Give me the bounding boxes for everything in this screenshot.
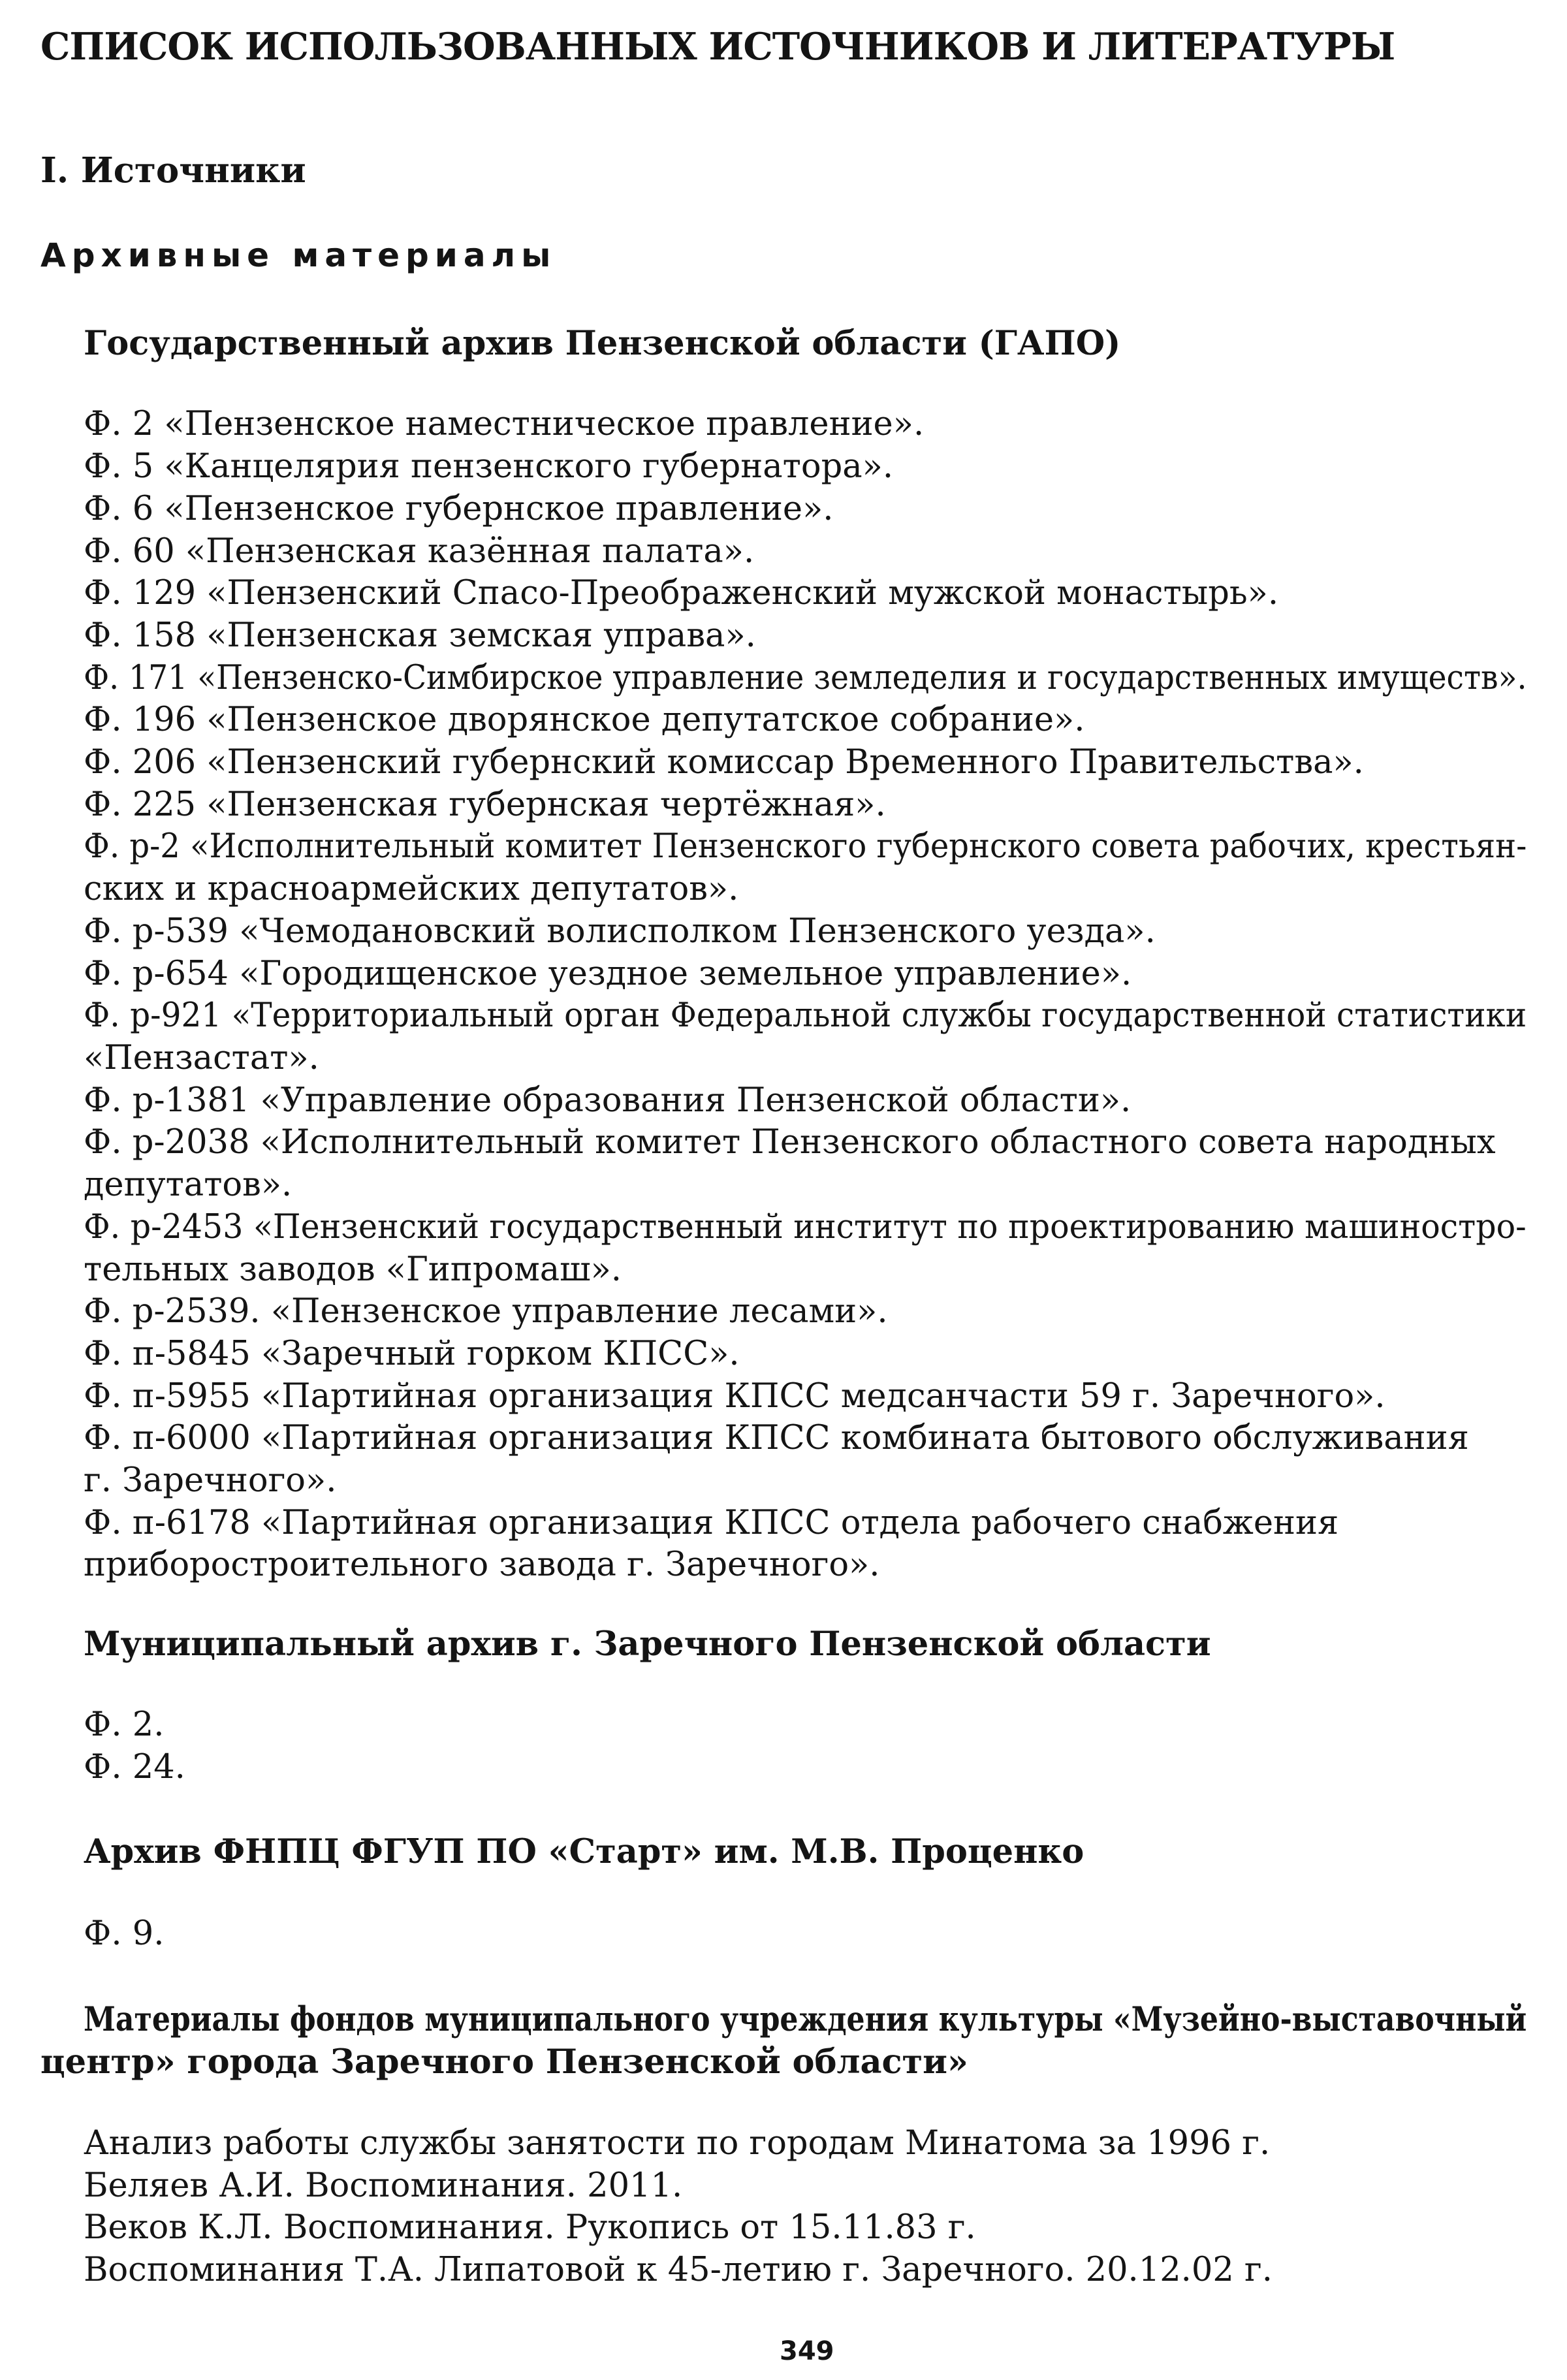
list-item: Ф. 24.: [84, 1748, 185, 1786]
archive-heading-fnpc: Архив ФНПЦ ФГУП ПО «Старт» им. М.В. Проценко: [84, 1832, 1084, 1871]
list-item: «Пензастат».: [84, 1039, 319, 1077]
archive-heading-museum-cont: центр» города Заречного Пензенской области»: [40, 2042, 968, 2082]
list-item: Ф. р-2453 «Пензенский государственный институт по проектированию машиностро-: [84, 1208, 1527, 1246]
list-item: Ф. р-2539. «Пензенское управление лесами».: [84, 1292, 888, 1331]
list-item: Ф. 225 «Пензенская губернская чертёжная».: [84, 785, 886, 824]
list-item: Воспоминания Т.А. Липатовой к 45-летию г. Заречного. 20.12.02 г.: [84, 2251, 1273, 2289]
page-title: СПИСОК ИСПОЛЬЗОВАННЫХ ИСТОЧНИКОВ И ЛИТЕРАТУРЫ: [40, 25, 1395, 69]
list-item: Ф. п-5955 «Партийная организация КПСС медсанчасти 59 г. Заречного».: [84, 1377, 1385, 1416]
list-item: Ф. 2 «Пензенское наместническое правление».: [84, 405, 925, 443]
list-item: Анализ работы службы занятости по городам Минатома за 1996 г.: [84, 2124, 1271, 2163]
list-item: ских и красноармейских депутатов».: [84, 870, 739, 908]
list-item: Ф. 129 «Пензенский Спасо-Преображенский мужской монастырь».: [84, 574, 1279, 612]
subsection-heading: Архивные материалы: [40, 236, 557, 274]
list-item: Ф. 5 «Канцелярия пензенского губернатора».: [84, 447, 894, 486]
list-item: Ф. р-1381 «Управление образования Пензенской области».: [84, 1081, 1132, 1120]
list-item: Веков К.Л. Воспоминания. Рукопись от 15.11.83 г.: [84, 2208, 976, 2247]
list-item: г. Заречного».: [84, 1461, 337, 1500]
list-item: Ф. 206 «Пензенский губернский комиссар Временного Правительства».: [84, 743, 1364, 782]
list-item: депутатов».: [84, 1166, 293, 1204]
list-item: тельных заводов «Гипромаш».: [84, 1250, 622, 1289]
list-item: Ф. р-2038 «Исполнительный комитет Пензенского областного совета народных: [84, 1123, 1496, 1162]
list-item: Ф. 196 «Пензенское дворянское депутатское собрание».: [84, 701, 1085, 739]
list-item: приборостроительного завода г. Заречного».: [84, 1546, 880, 1584]
list-item: Ф. р-2 «Исполнительный комитет Пензенского губернского совета рабочих, крестьян-: [84, 827, 1527, 866]
list-item: Ф. п-5845 «Заречный горком КПСС».: [84, 1335, 740, 1373]
list-item: Ф. 171 «Пензенско-Симбирское управление земледелия и государственных имуществ».: [84, 659, 1527, 697]
list-item: Ф. р-921 «Территориальный орган Федеральной службы государственной статистики: [84, 996, 1527, 1035]
list-item: Ф. п-6178 «Партийная организация КПСС отдела рабочего снабжения: [84, 1504, 1339, 1542]
list-item: Ф. р-654 «Городищенское уездное земельное управление».: [84, 955, 1132, 993]
archive-heading-museum: Материалы фондов муниципального учреждения культуры «Музейно-выставочный: [84, 2000, 1527, 2039]
list-item: Беляев А.И. Воспоминания. 2011.: [84, 2166, 683, 2205]
list-item: Ф. 9.: [84, 1914, 165, 1953]
list-item: Ф. 2.: [84, 1706, 165, 1744]
list-item: Ф. р-539 «Чемодановский волисполком Пензенского уезда».: [84, 912, 1156, 951]
list-item: Ф. 60 «Пензенская казённая палата».: [84, 532, 755, 571]
list-item: Ф. 158 «Пензенская земская управа».: [84, 616, 756, 655]
archive-heading-gapo: Государственный архив Пензенской области (ГАПО): [84, 324, 1121, 363]
page-number: 349: [780, 2336, 834, 2366]
section-heading: I. Источники: [40, 150, 306, 191]
archive-heading-municipal: Муниципальный архив г. Заречного Пензенской области: [84, 1625, 1211, 1664]
list-item: Ф. 6 «Пензенское губернское правление».: [84, 490, 834, 528]
list-item: Ф. п-6000 «Партийная организация КПСС комбината бытового обслуживания: [84, 1419, 1469, 1457]
